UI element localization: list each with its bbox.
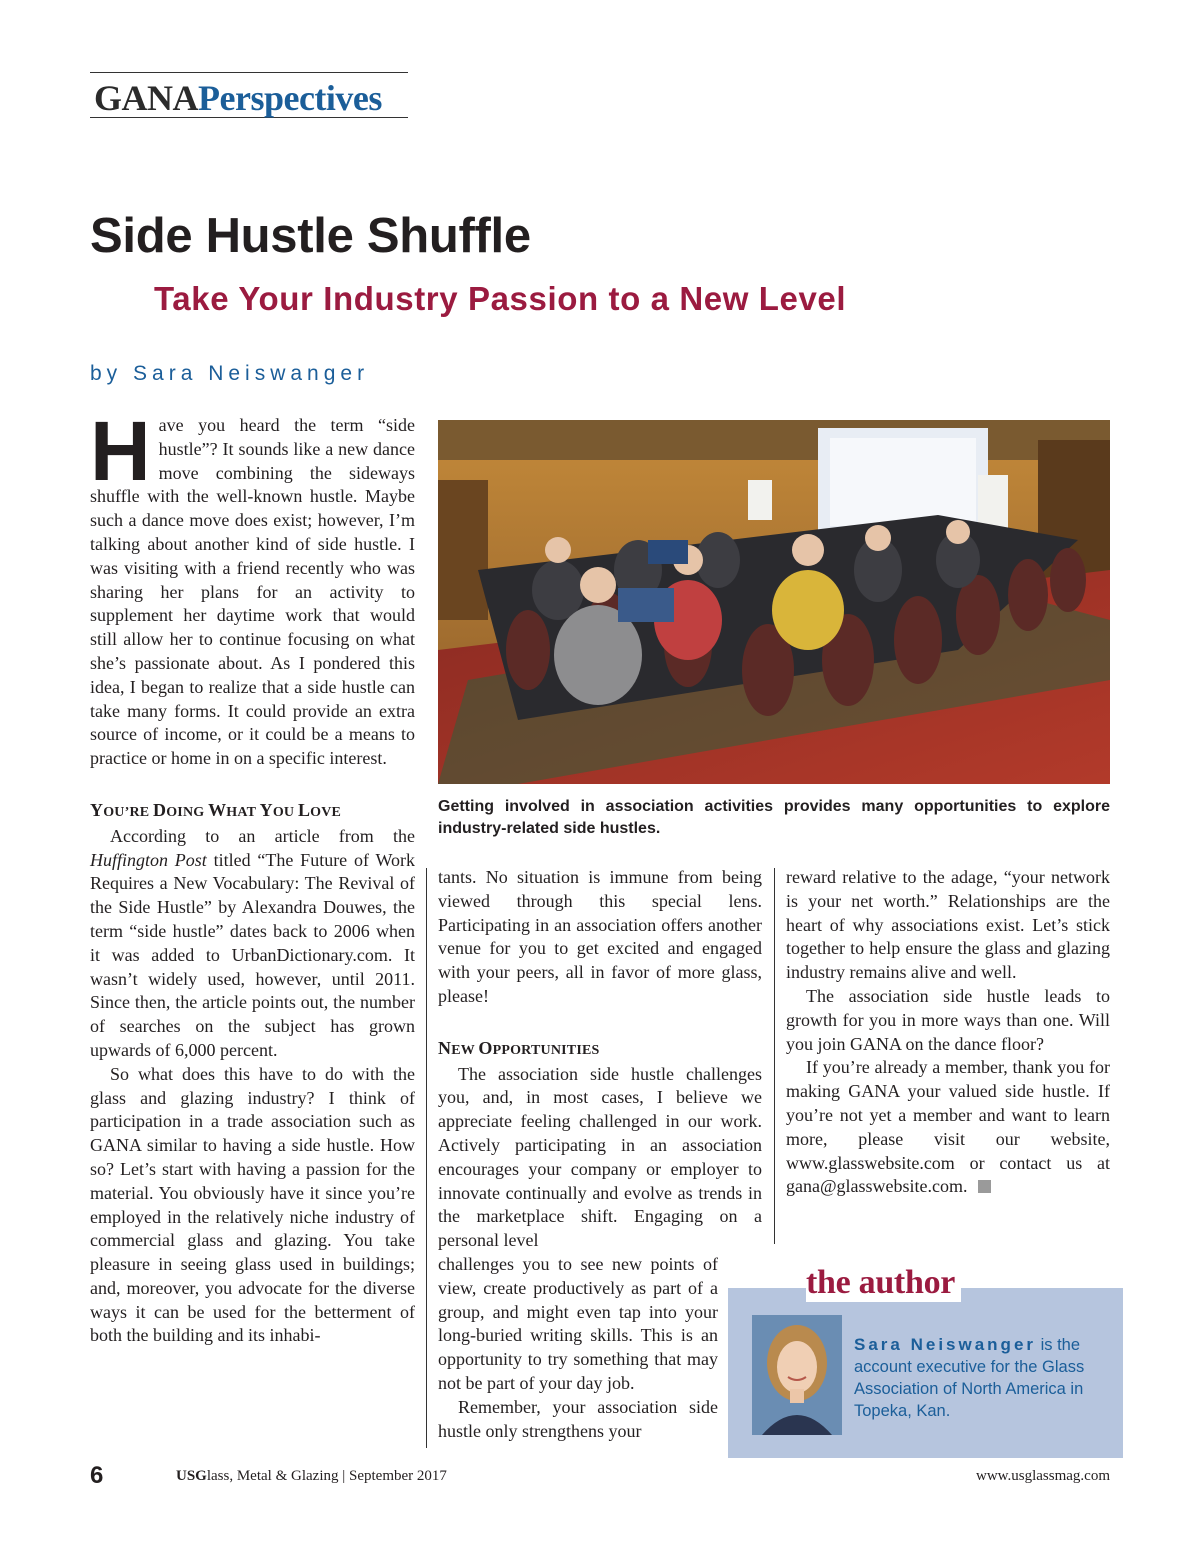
- body-paragraph: challenges you to see new points of view, create productively as part of a group, and might even tap into your long-buried writing skills. This is an opportunity to try something that may not be part of your day job.: [438, 1253, 718, 1393]
- intro-paragraph: Have you heard the term “side hustle”? It sounds like a new dance move combining the sideways shuffle with the well-known hustle. Maybe such a dance move does exist; however, I’m talking about another kind of side hustle. I was visiting with a friend recently who was sharing her plans for an activity to supplement her daytime work that would still allow her to continue focusing on what she’s passionate about. As I pondered this idea, I began to realize that a side hustle can take many forms. It could provide an extra source of income, or it could be a means to practice or home in on a specific interest.: [90, 404, 415, 769]
- author-label: the author: [806, 1264, 961, 1302]
- spacer: [90, 771, 415, 799]
- body-paragraph: The association side hustle challenges you, and, in most cases, I believe we appreciate feeling challenged in our work. Actively participating in an association encourages your company or employer to innovate continually and evolve as trends in the marketplace shift. Engaging on a personal level: [438, 1063, 762, 1251]
- body-paragraph: tants. No situation is immune from being viewed through this special lens. Participating in an association offers another venue for you to get excited and engaged with your peers, all in favor of more glass, please!: [438, 867, 762, 1006]
- article-byline: by Sara Neiswanger: [90, 362, 370, 385]
- text-column-2: [438, 866, 762, 1443]
- section-masthead: [90, 72, 408, 118]
- page-number: 6: [90, 1462, 104, 1489]
- publication-line: USGlass, Metal & Glazing | September 2017: [176, 1468, 447, 1484]
- body-paragraph: reward relative to the adage, “your network is your net worth.” Relationships are the heart of why associations exist. Let’s stick together to help ensure the glass and glazing industry remains alive and well.: [786, 867, 1110, 983]
- drop-cap: H: [90, 404, 151, 498]
- masthead-logo: GANAPerspectives: [94, 78, 382, 118]
- article-subtitle: Take Your Industry Passion to a New Level: [154, 280, 847, 317]
- text-column-3: [786, 866, 1110, 1199]
- spacer: [438, 1009, 762, 1037]
- text-column-1: [90, 404, 415, 1348]
- section-heading-opportunities: NEW OPPORTUNITIES: [438, 1037, 600, 1058]
- body-paragraph: The association side hustle leads to growth for you in more ways than one. Will you join GANA on the dance floor?: [786, 985, 1110, 1054]
- body-paragraph: If you’re already a member, thank you for making GANA your valued side hustle. If you’re not yet a member and want to learn more, please visit our website, www.glasswebsite.com or contact us at gana@glasswebsite.com.: [786, 1057, 1110, 1197]
- author-photo: [752, 1315, 842, 1435]
- body-paragraph: So what does this have to do with the glass and glazing industry? I think of participation in a trade association such as GANA similar to having a side hustle. How so? Let’s start with having a passion for the material. You obviously have it since you’re employed in the relatively niche industry of commercial glass and glazing. You take pleasure in seeing glass used in buildings; and, moreover, you advocate for the diverse ways it can be used for the betterment of both the building and its inhabi-: [90, 1063, 415, 1346]
- photo-caption: Getting involved in association activities provides many opportunities to explore industry-related side hustles.: [438, 798, 1110, 837]
- section-heading-love: YOU’RE DOING WHAT YOU LOVE: [90, 799, 342, 820]
- column-divider: [774, 868, 775, 1244]
- gray-square-icon: [978, 1180, 991, 1193]
- article-title: Side Hustle Shuffle: [90, 209, 531, 263]
- author-bio: Sara Neiswanger is the account executive for the Glass Association of North America in Topeka, Kan.: [854, 1335, 1085, 1420]
- column-divider: [426, 868, 427, 1448]
- page-footer: [90, 1462, 1110, 1492]
- body-paragraph: Remember, your association side hustle only strengthens your: [438, 1396, 718, 1441]
- footer-url: www.usglassmag.com: [975, 1468, 1110, 1484]
- body-paragraph: According to an article from the Huffington Post titled “The Future of Work Requires a New Vocabulary: The Revival of the Side Hustle” by Alexandra Douwes, the term “side hustle” dates back to 2006 when it was added to UrbanDictionary.com. It wasn’t widely used, however, until 2011. Since then, the article points out, the number of searches on the subject has grown upwards of 6,000 percent.: [90, 825, 415, 1060]
- conference-photo: [438, 420, 1110, 784]
